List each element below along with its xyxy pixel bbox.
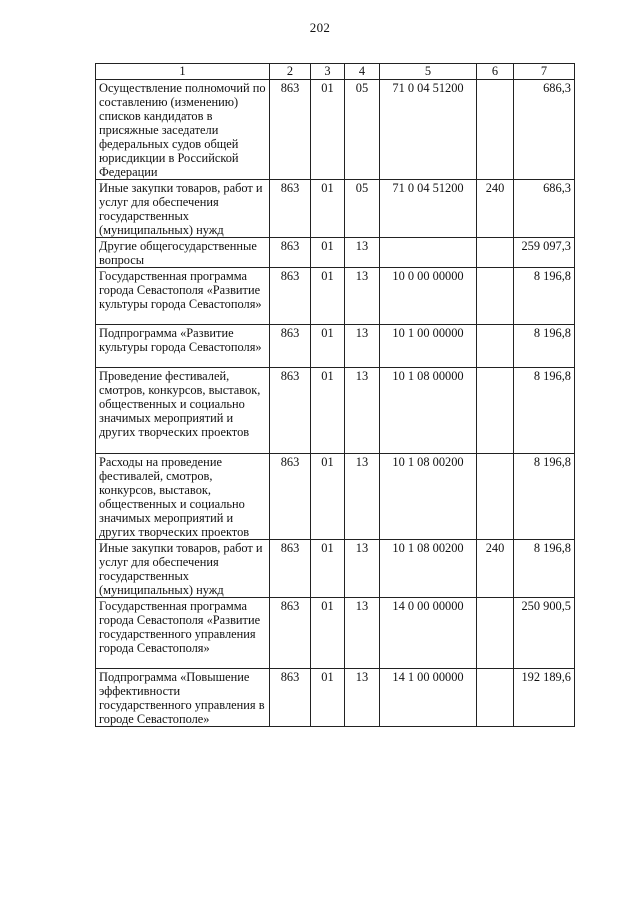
header-row [96,64,575,80]
table-row [96,180,575,238]
table-row [96,238,575,268]
expense-type-cell [477,368,514,454]
ministry-cell: 863 [270,268,311,325]
expense-type-cell [477,80,514,180]
column-header-expense-type: 6 [477,64,514,80]
amount-cell: 686,3 [514,180,575,238]
expense-type-cell [477,325,514,368]
row-name-cell: Государственная программа города Севастополя «Развитие государственного управления города Севастополя» [96,598,270,669]
table-body [96,80,575,727]
row-name-cell: Иные закупки товаров, работ и услуг для обеспечения государственных (муниципальных) нужд [96,540,270,598]
table-row [96,454,575,540]
ministry-cell: 863 [270,669,311,727]
row-name-cell: Подпрограмма «Повышение эффективности государственного управления в городе Севастополе» [96,669,270,727]
subsection-cell: 05 [345,80,380,180]
table-header [96,64,575,80]
ministry-cell: 863 [270,325,311,368]
subsection-cell: 13 [345,540,380,598]
target-cell: 10 1 00 00000 [380,325,477,368]
section-cell: 01 [311,540,345,598]
subsection-cell: 13 [345,454,380,540]
section-cell: 01 [311,325,345,368]
row-name-cell: Другие общегосударственные вопросы [96,238,270,268]
ministry-cell: 863 [270,238,311,268]
column-header-ministry: 2 [270,64,311,80]
table-row [96,598,575,669]
subsection-cell: 13 [345,669,380,727]
expense-type-cell: 240 [477,180,514,238]
amount-cell: 8 196,8 [514,268,575,325]
section-cell: 01 [311,669,345,727]
target-cell [380,238,477,268]
table-row [96,669,575,727]
amount-cell: 8 196,8 [514,368,575,454]
section-cell: 01 [311,368,345,454]
target-cell: 14 1 00 00000 [380,669,477,727]
target-cell: 10 1 08 00000 [380,368,477,454]
ministry-cell: 863 [270,368,311,454]
ministry-cell: 863 [270,598,311,669]
amount-cell: 8 196,8 [514,540,575,598]
expense-type-cell [477,598,514,669]
table-row [96,268,575,325]
row-name-cell: Иные закупки товаров, работ и услуг для обеспечения государственных (муниципальных) нужд [96,180,270,238]
subsection-cell: 05 [345,180,380,238]
table-row [96,368,575,454]
ministry-cell: 863 [270,454,311,540]
table-row [96,325,575,368]
row-name-cell: Подпрограмма «Развитие культуры города Севастополя» [96,325,270,368]
expense-type-cell [477,268,514,325]
target-cell: 14 0 00 00000 [380,598,477,669]
row-name-cell: Расходы на проведение фестивалей, смотров, конкурсов, выставок, общественных и социально значимых мероприятий и других творческих проектов [96,454,270,540]
amount-cell: 250 900,5 [514,598,575,669]
expense-type-cell [477,454,514,540]
column-header-target: 5 [380,64,477,80]
amount-cell: 8 196,8 [514,325,575,368]
section-cell: 01 [311,454,345,540]
table-row [96,540,575,598]
subsection-cell: 13 [345,368,380,454]
row-name-cell: Проведение фестивалей, смотров, конкурсов, выставок, общественных и социально значимых мероприятий и других творческих проектов [96,368,270,454]
amount-cell: 686,3 [514,80,575,180]
column-header-section: 3 [311,64,345,80]
page-number: 202 [309,20,331,35]
column-header-subsection: 4 [345,64,380,80]
ministry-cell: 863 [270,80,311,180]
column-header-name: 1 [96,64,270,80]
row-name-cell: Осуществление полномочий по составлению (изменению) списков кандидатов в присяжные заседатели федеральных судов общей юрисдикции в Российской Федерации [96,80,270,180]
expense-type-cell [477,238,514,268]
section-cell: 01 [311,268,345,325]
subsection-cell: 13 [345,325,380,368]
section-cell: 01 [311,598,345,669]
ministry-cell: 863 [270,540,311,598]
budget-table [95,63,575,727]
target-cell: 10 0 00 00000 [380,268,477,325]
column-header-amount: 7 [514,64,575,80]
section-cell: 01 [311,180,345,238]
amount-cell: 192 189,6 [514,669,575,727]
row-name-cell: Государственная программа города Севастополя «Развитие культуры города Севастополя» [96,268,270,325]
target-cell: 71 0 04 51200 [380,80,477,180]
subsection-cell: 13 [345,238,380,268]
target-cell: 10 1 08 00200 [380,540,477,598]
table-row [96,80,575,180]
subsection-cell: 13 [345,268,380,325]
expense-type-cell: 240 [477,540,514,598]
subsection-cell: 13 [345,598,380,669]
amount-cell: 259 097,3 [514,238,575,268]
section-cell: 01 [311,80,345,180]
target-cell: 71 0 04 51200 [380,180,477,238]
target-cell: 10 1 08 00200 [380,454,477,540]
section-cell: 01 [311,238,345,268]
expense-type-cell [477,669,514,727]
amount-cell: 8 196,8 [514,454,575,540]
ministry-cell: 863 [270,180,311,238]
